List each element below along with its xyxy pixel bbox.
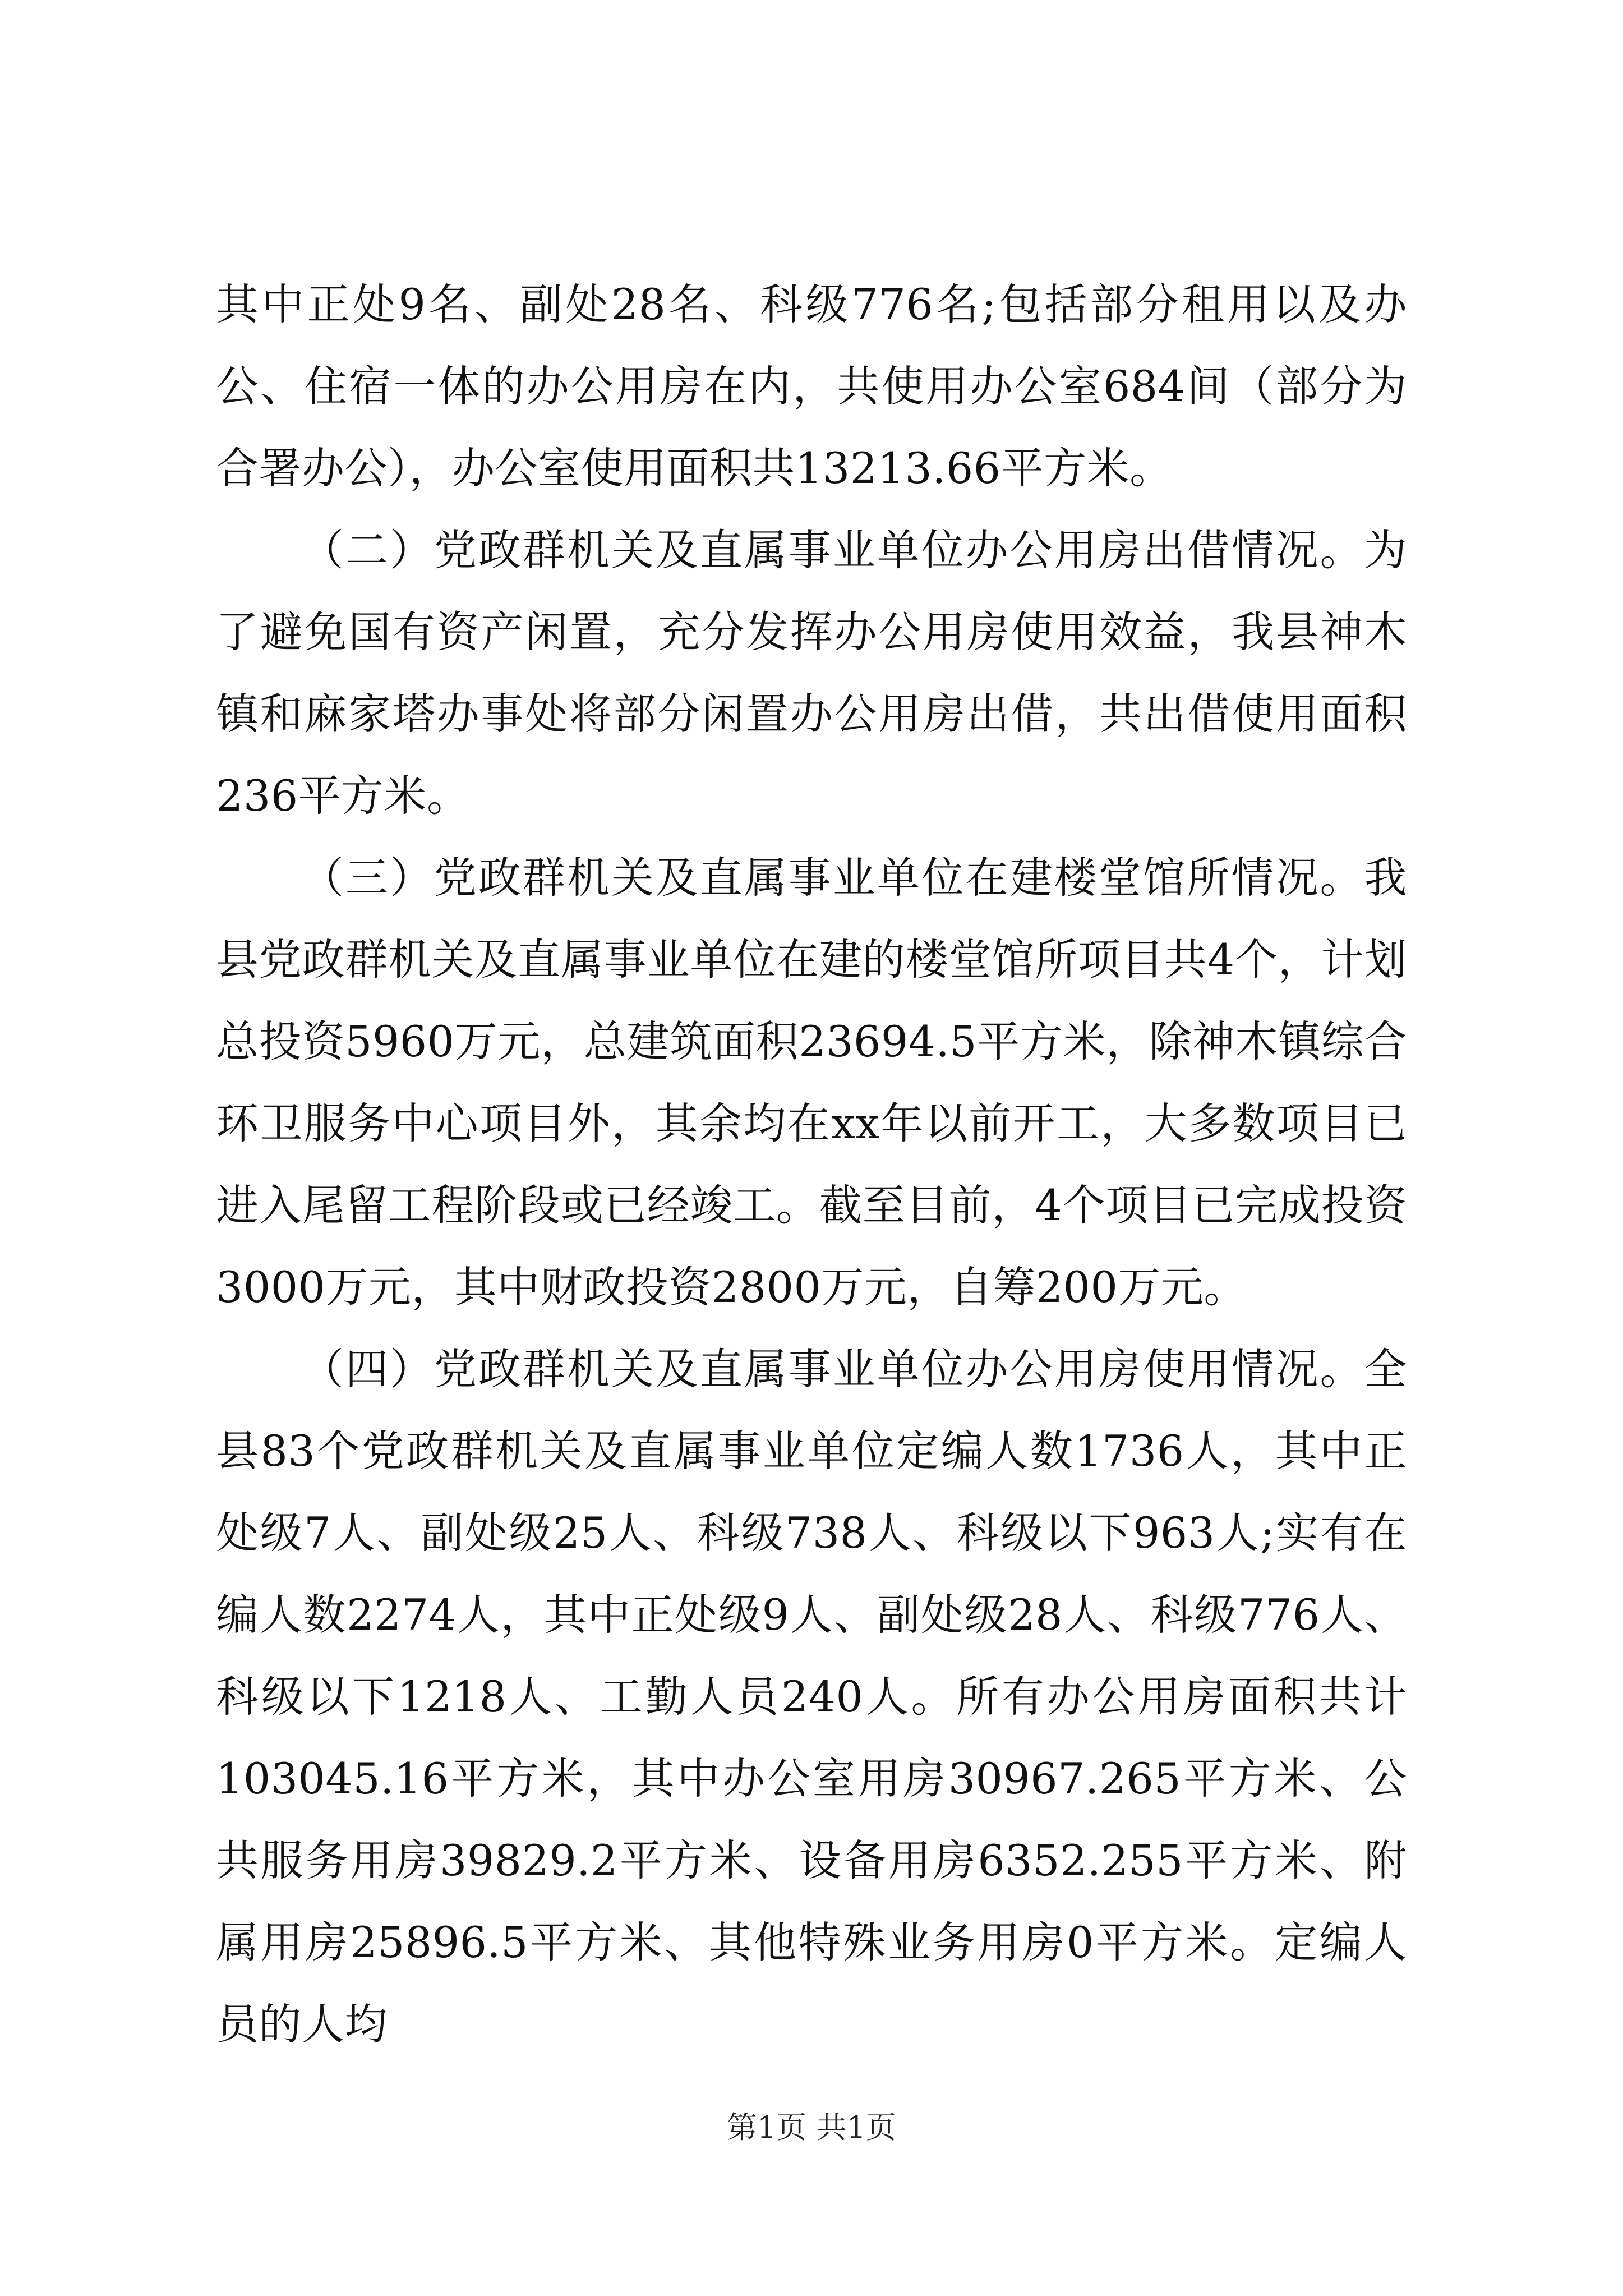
paragraph-4: （四）党政群机关及直属事业单位办公用房使用情况。全县83个党政群机关及直属事业单位定编人数1736人，其中正处级7人、副处级25人、科级738人、科级以下963人;实有在编人数2274人，其中正处级9人、副处级28人、科级776人、科级以下1218人、工勤人员240人。所有办公用房面积共计103045.16平方米，其中办公室用房30967.265平方米、公共服务用房39829.2平方米、设备用房6352.255平方米、附属用房25896.5平方米、其他特殊业务用房0平方米。定编人员的人均 [216,1344,1407,2049]
paragraph-2: （二）党政群机关及直属事业单位办公用房出借情况。为了避免国有资产闲置，充分发挥办公用房使用效益，我县神木镇和麻家塔办事处将部分闲置办公用房出借，共出借使用面积236平方米。 [216,525,1407,821]
document-body [216,264,1407,2065]
paragraph-3: （三）党政群机关及直属事业单位在建楼堂馆所情况。我县党政群机关及直属事业单位在建的楼堂馆所项目共4个，计划总投资5960万元，总建筑面积23694.5平方米，除神木镇综合环卫服务中心项目外，其余均在xx年以前开工，大多数项目已进入尾留工程阶段或已经竣工。截至目前，4个项目已完成投资3000万元，其中财政投资2800万元，自筹200万元。 [216,853,1407,1312]
paragraph-1: 其中正处9名、副处28名、科级776名;包括部分租用以及办公、住宿一体的办公用房在内，共使用办公室684间（部分为合署办公），办公室使用面积共13213.66平方米。 [216,279,1407,493]
page-footer: 第1页 共1页 [727,2110,896,2145]
